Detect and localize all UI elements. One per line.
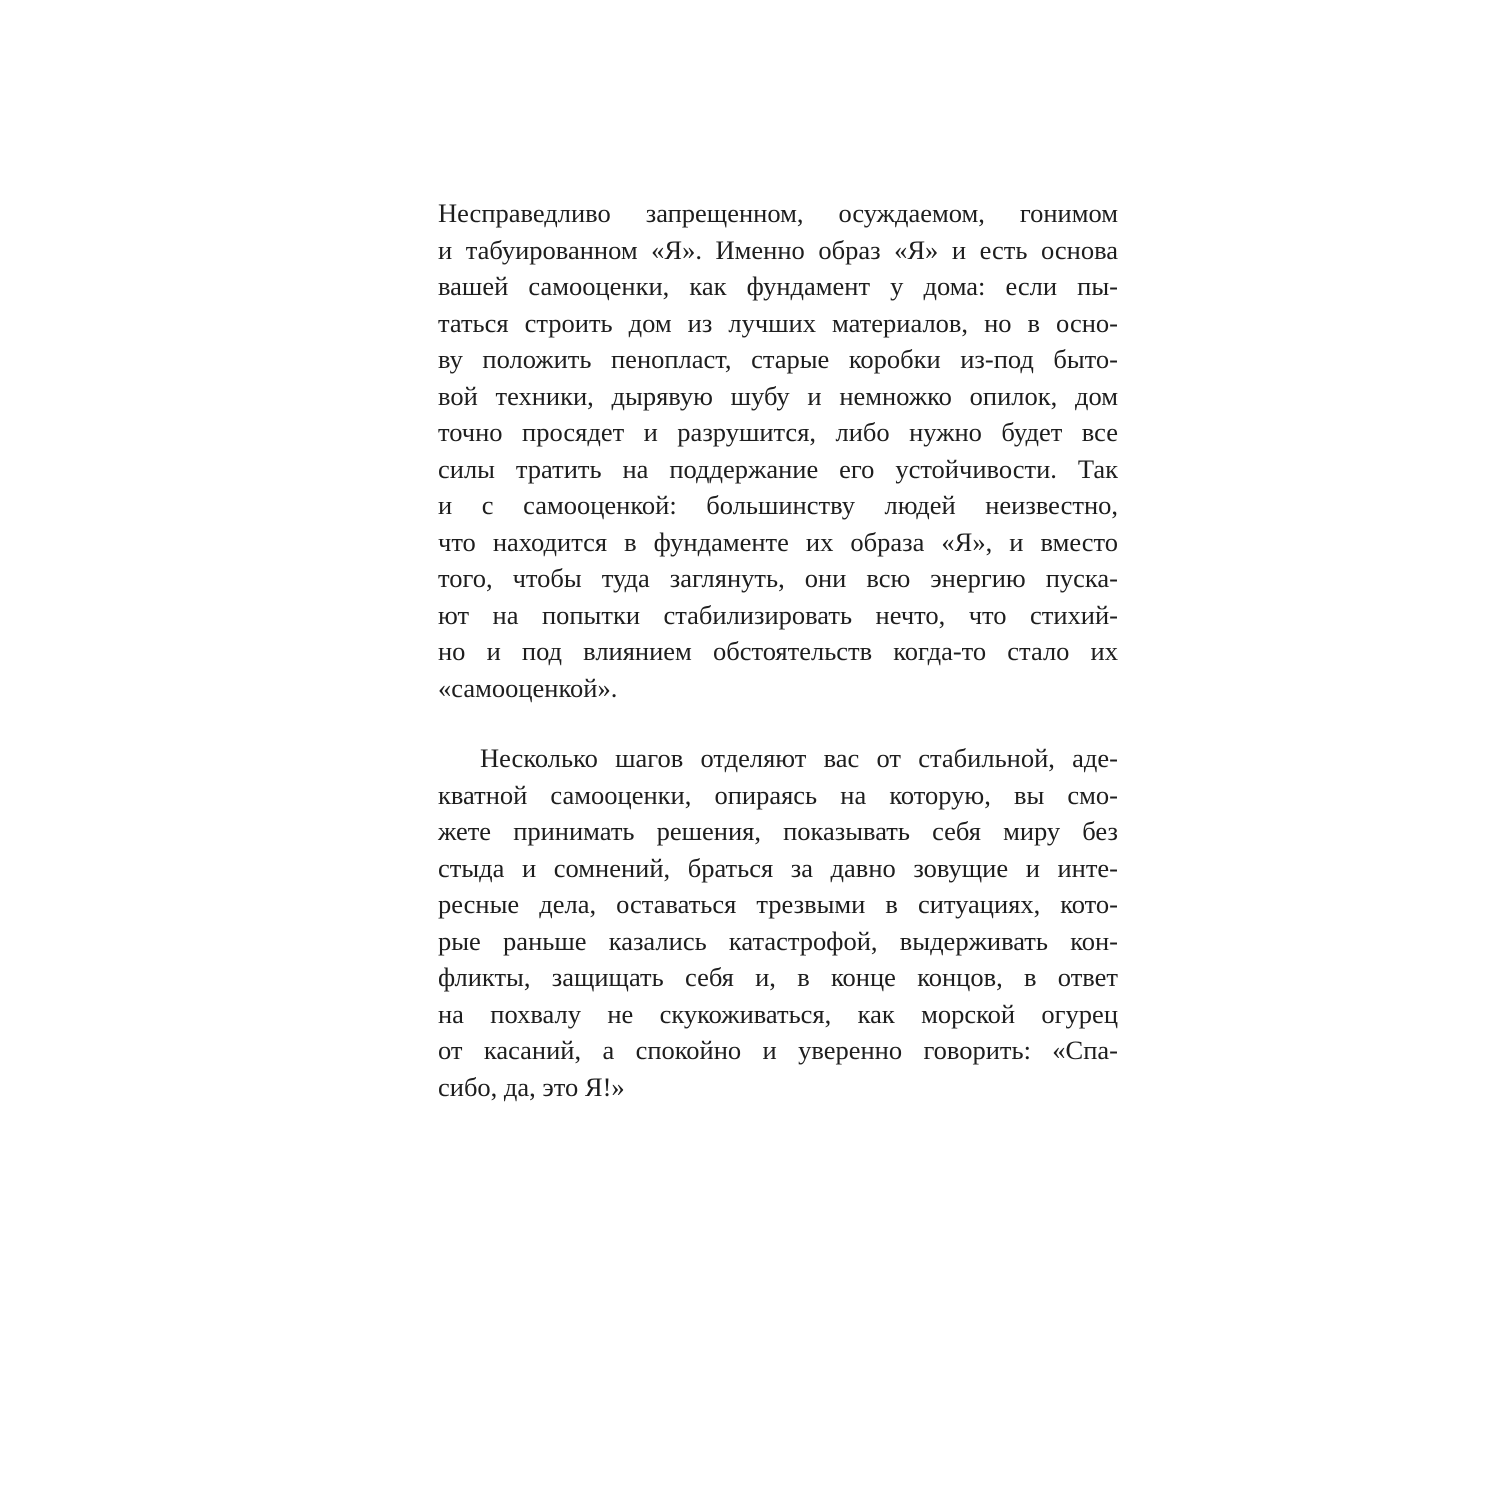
text-line: сибо, да, это Я!» xyxy=(438,1071,625,1102)
text-line: стыда и сомнений, браться за давно зовущие и инте- xyxy=(438,852,1118,883)
paragraph-2 xyxy=(438,740,1118,1105)
text-line: рые раньше казались катастрофой, выдерживать кон- xyxy=(438,925,1118,956)
text-line: на похвалу не скукоживаться, как морской огурец xyxy=(438,998,1118,1029)
text-line: и с самооценкой: большинству людей неизвестно, xyxy=(438,490,1118,520)
text-line: ву положить пенопласт, старые коробки из-под быто- xyxy=(438,344,1118,374)
text-line: ресные дела, оставаться трезвыми в ситуациях, кото- xyxy=(438,889,1118,919)
text-line: Несколько шагов отделяют вас от стабильной, аде- xyxy=(480,743,1118,773)
text-line: фликты, защищать себя и, в конце концов, в ответ xyxy=(438,962,1118,992)
text-line: «самооценкой». xyxy=(438,672,618,703)
text-line: силы тратить на поддержание его устойчивости. Так xyxy=(438,453,1118,484)
paragraph-1 xyxy=(438,195,1118,706)
text-line: что находится в фундаменте их образа «Я», и вместо xyxy=(438,526,1118,557)
text-line: того, чтобы туда заглянуть, они всю энергию пуска- xyxy=(438,563,1118,593)
text-line: точно просядет и разрушится, либо нужно будет все xyxy=(438,417,1118,447)
body-text xyxy=(438,195,1118,1105)
text-line: вой техники, дырявую шубу и немножко опилок, дом xyxy=(438,380,1118,411)
text-line: но и под влиянием обстоятельств когда-то стало их xyxy=(438,636,1118,666)
text-line: и табуированном «Я». Именно образ «Я» и есть основа xyxy=(438,234,1118,265)
text-line: таться строить дом из лучших материалов, но в осно- xyxy=(438,307,1118,338)
text-line: Несправедливо запрещенном, осуждаемом, гонимом xyxy=(438,198,1118,228)
text-line: вашей самооценки, как фундамент у дома: если пы- xyxy=(438,271,1118,301)
text-line: жете принимать решения, показывать себя миру без xyxy=(438,816,1118,846)
text-line: кватной самооценки, опираясь на которую, вы смо- xyxy=(438,779,1118,810)
paragraph-spacer xyxy=(438,706,1118,740)
text-line: от касаний, а спокойно и уверенно говорить: «Спа- xyxy=(438,1035,1118,1065)
text-line: ют на попытки стабилизировать нечто, что стихий- xyxy=(438,599,1118,630)
